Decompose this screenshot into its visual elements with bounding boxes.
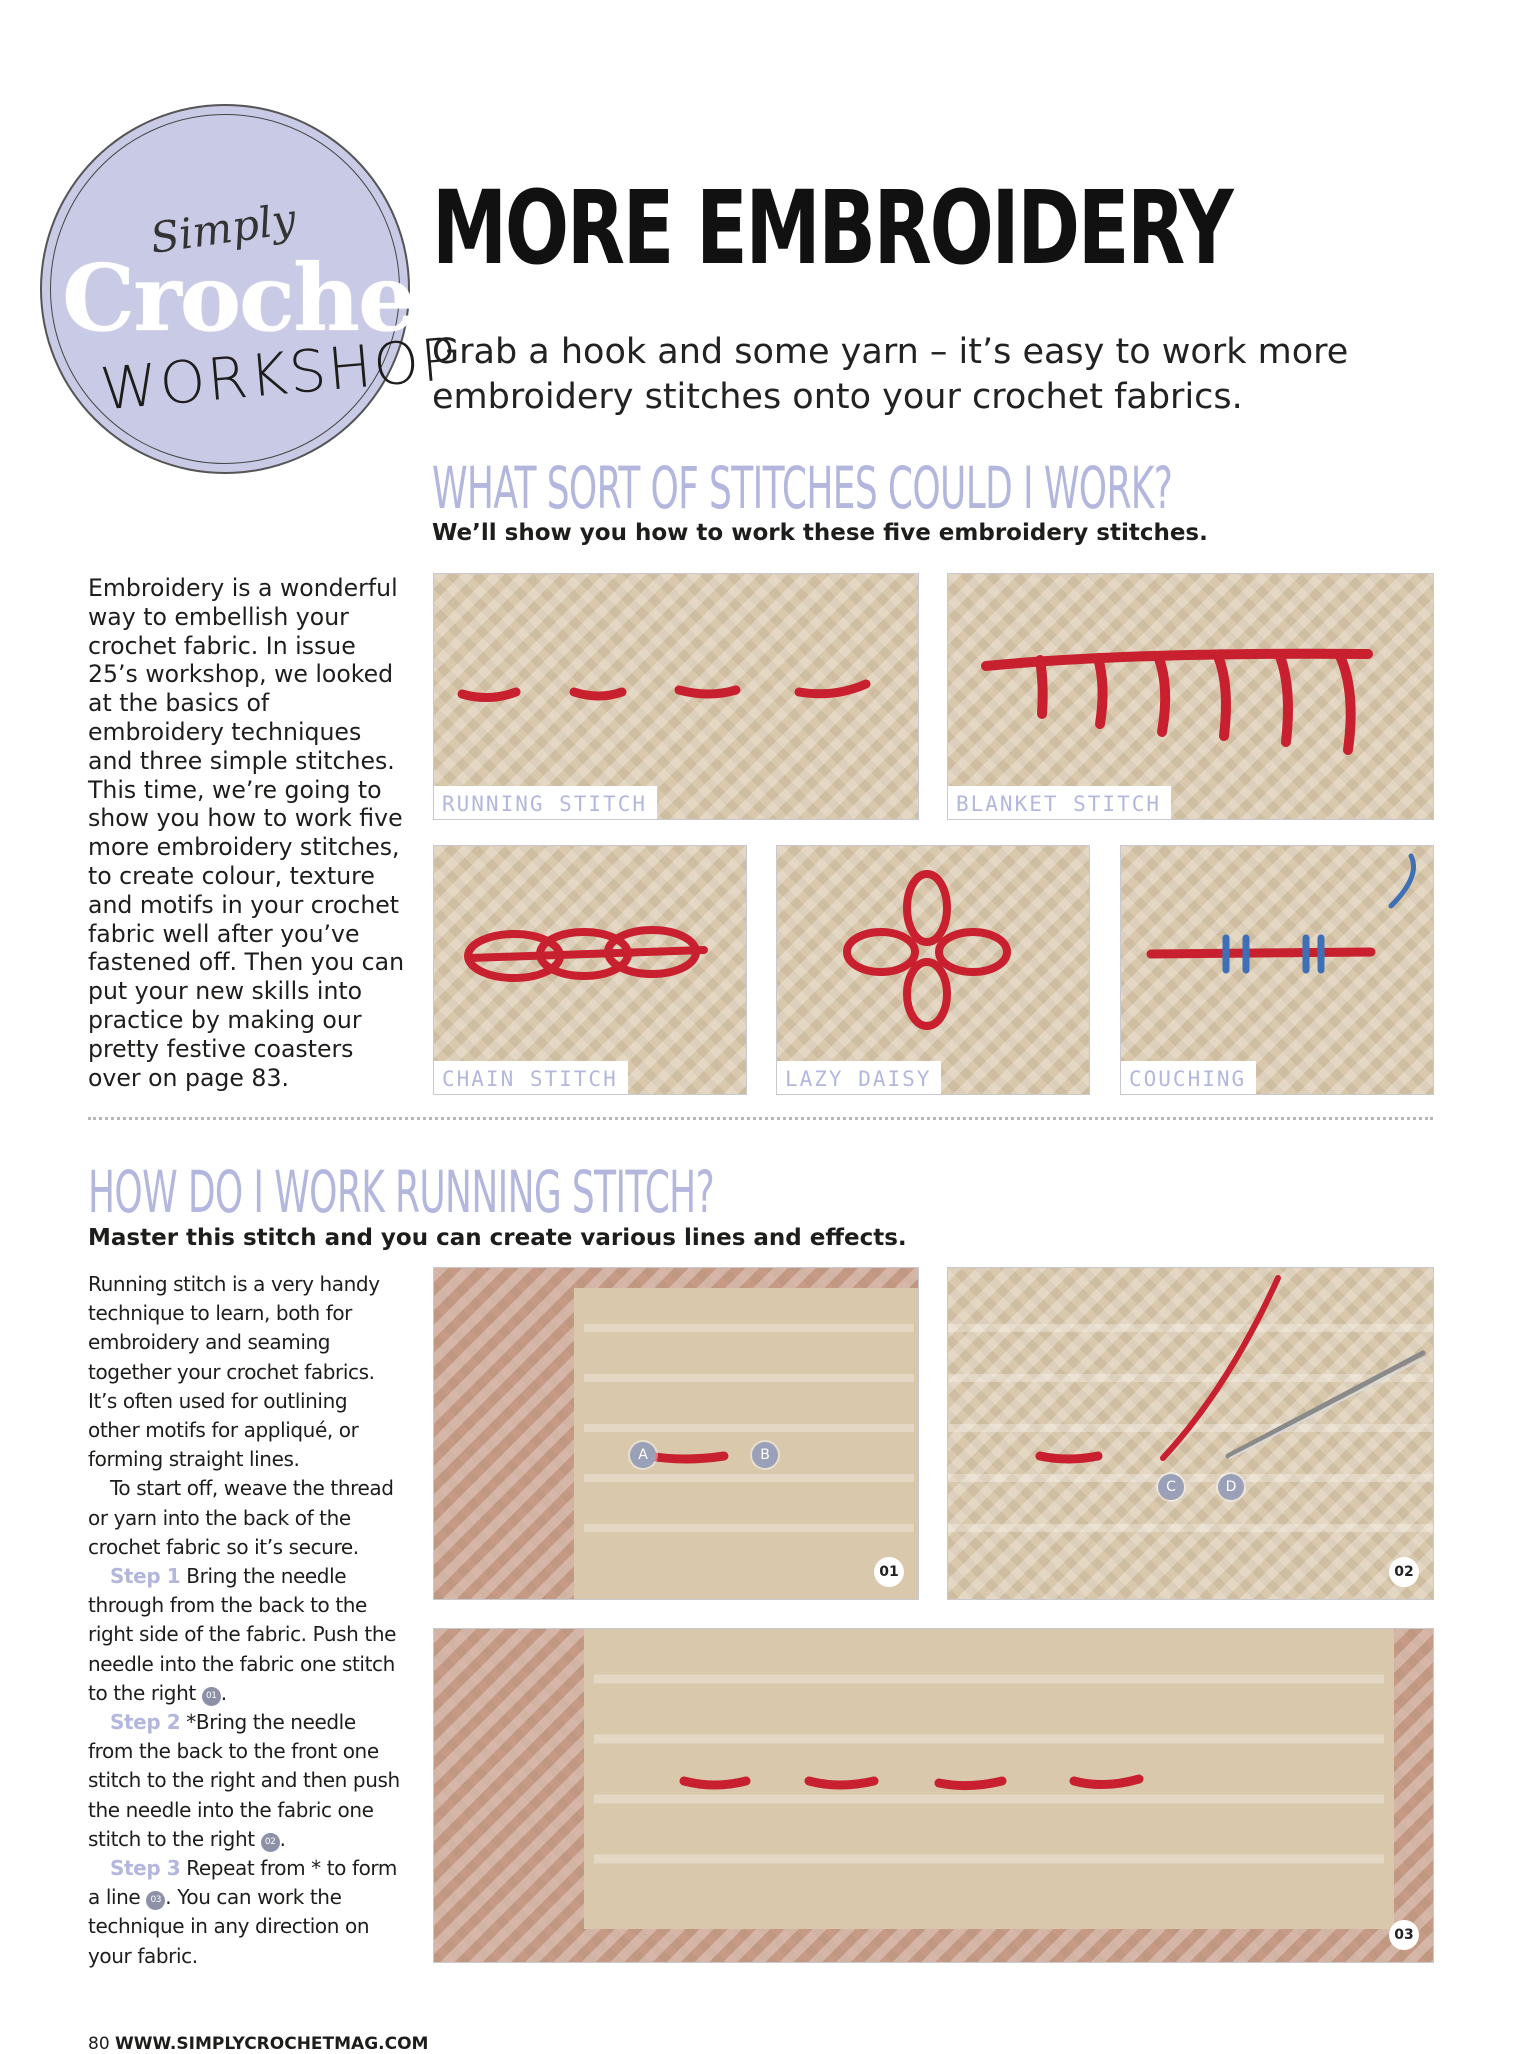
step-02-illustration [948,1268,1433,1599]
step-1-label: Step 1 [110,1564,181,1589]
marker-a: A [630,1442,656,1468]
page-footer [88,2034,428,2054]
instructions-step-1: Step 1 Bring the needle through from the back to the right side of the fabric. Push the needle into the fabric one stitch to the right 01 . [88,1564,397,1705]
step-2-text: *Bring the needle from the back to the front one stitch to the right and then push the needle into the fabric one stitch to the right [88,1710,400,1851]
badge-workshop-text: WORKSHOP [97,324,461,424]
section-subheading-stitches: We’ll show you how to work these five embroidery stitches. [432,520,1208,546]
page-number: 80 [88,2034,110,2054]
step-3-photo-ref: 03 [146,1891,165,1910]
photo-step-02 [947,1267,1434,1600]
lazy-daisy-thread [777,846,1089,1094]
badge-simply-text: Simply [147,194,299,263]
marker-d: D [1218,1474,1244,1500]
photo-label-couching: COUCHING [1121,1061,1256,1094]
badge-crochet-text: Crochet [62,244,455,352]
section-heading-running-stitch: HOW DO I WORK RUNNING STITCH? [88,1158,715,1226]
blanket-stitch-thread [948,574,1433,819]
step-number-02: 02 [1389,1557,1419,1587]
running-stitch-instructions [88,1270,400,1971]
marker-b: B [752,1442,778,1468]
photo-blanket-stitch [947,573,1434,820]
photo-label-chain-stitch: CHAIN STITCH [434,1061,628,1094]
section-heading-stitches: WHAT SORT OF STITCHES COULD I WORK? [432,454,1173,522]
photo-label-lazy-daisy: LAZY DAISY [777,1061,941,1094]
intro-paragraph: Embroidery is a wonderful way to embellish your crochet fabric. In issue 25’s workshop, we looked at the basics of embroidery techniques and three simple stitches. This time, we’re going to show you how to work five more embroidery stitches, to create colour, texture and motifs in your crochet fabric well after you’ve fastened off. Then you can put your new skills into practice by making our pretty festive coasters over on page 83. [88,574,405,1092]
workshop-logo-badge [40,104,461,474]
section-subheading-running-stitch: Master this stitch and you can create various lines and effects. [88,1225,907,1251]
photo-label-running-stitch: RUNNING STITCH [434,786,657,819]
couching-thread [1121,846,1433,1094]
step-number-01: 01 [874,1557,904,1587]
instructions-paragraph-1: Running stitch is a very handy technique to learn, both for embroidery and seaming together your crochet fabrics. It’s often used for outlining other motifs for appliqué, or forming straight lines. [88,1272,380,1472]
step-2-photo-ref: 02 [261,1833,280,1852]
step-03-illustration [434,1629,1433,1962]
instructions-step-2: Step 2 *Bring the needle from the back to the front one stitch to the right and then push the needle into the fabric one stitch to the right 02 . [88,1710,400,1851]
step-3-label: Step 3 [110,1856,181,1881]
photo-running-stitch [433,573,919,820]
step-3-text-a: Repeat from * to form a line [88,1856,397,1910]
chain-stitch-thread [434,846,746,1094]
photo-step-03 [433,1628,1434,1963]
step-01-illustration [434,1268,918,1599]
footer-website-link[interactable]: WWW.SIMPLYCROCHETMAG.COM [115,2034,429,2054]
step-1-photo-ref: 01 [202,1687,221,1706]
page-title: MORE EMBROIDERY [432,169,1232,288]
section-divider [88,1117,1433,1120]
instructions-step-3 [88,1854,400,1971]
step-2-label: Step 2 [110,1710,181,1735]
step-number-03: 03 [1389,1920,1419,1950]
instructions-paragraph-2: To start off, weave the thread or yarn into the back of the crochet fabric so it’s secure. [88,1476,394,1559]
photo-lazy-daisy [776,845,1090,1095]
running-stitch-thread [434,574,918,819]
photo-step-01 [433,1267,919,1600]
photo-chain-stitch [433,845,747,1095]
page-subtitle: Grab a hook and some yarn – it’s easy to work more embroidery stitches onto your crochet fabrics. [432,332,1349,417]
photo-couching [1120,845,1434,1095]
step-3-text-b: . You can work the technique in any direction on your fabric. [88,1885,370,1968]
photo-label-blanket-stitch: BLANKET STITCH [948,786,1171,819]
step-1-text: Bring the needle through from the back to the right side of the fabric. Push the needle into the fabric one stitch to the right [88,1564,397,1705]
marker-c: C [1158,1474,1184,1500]
